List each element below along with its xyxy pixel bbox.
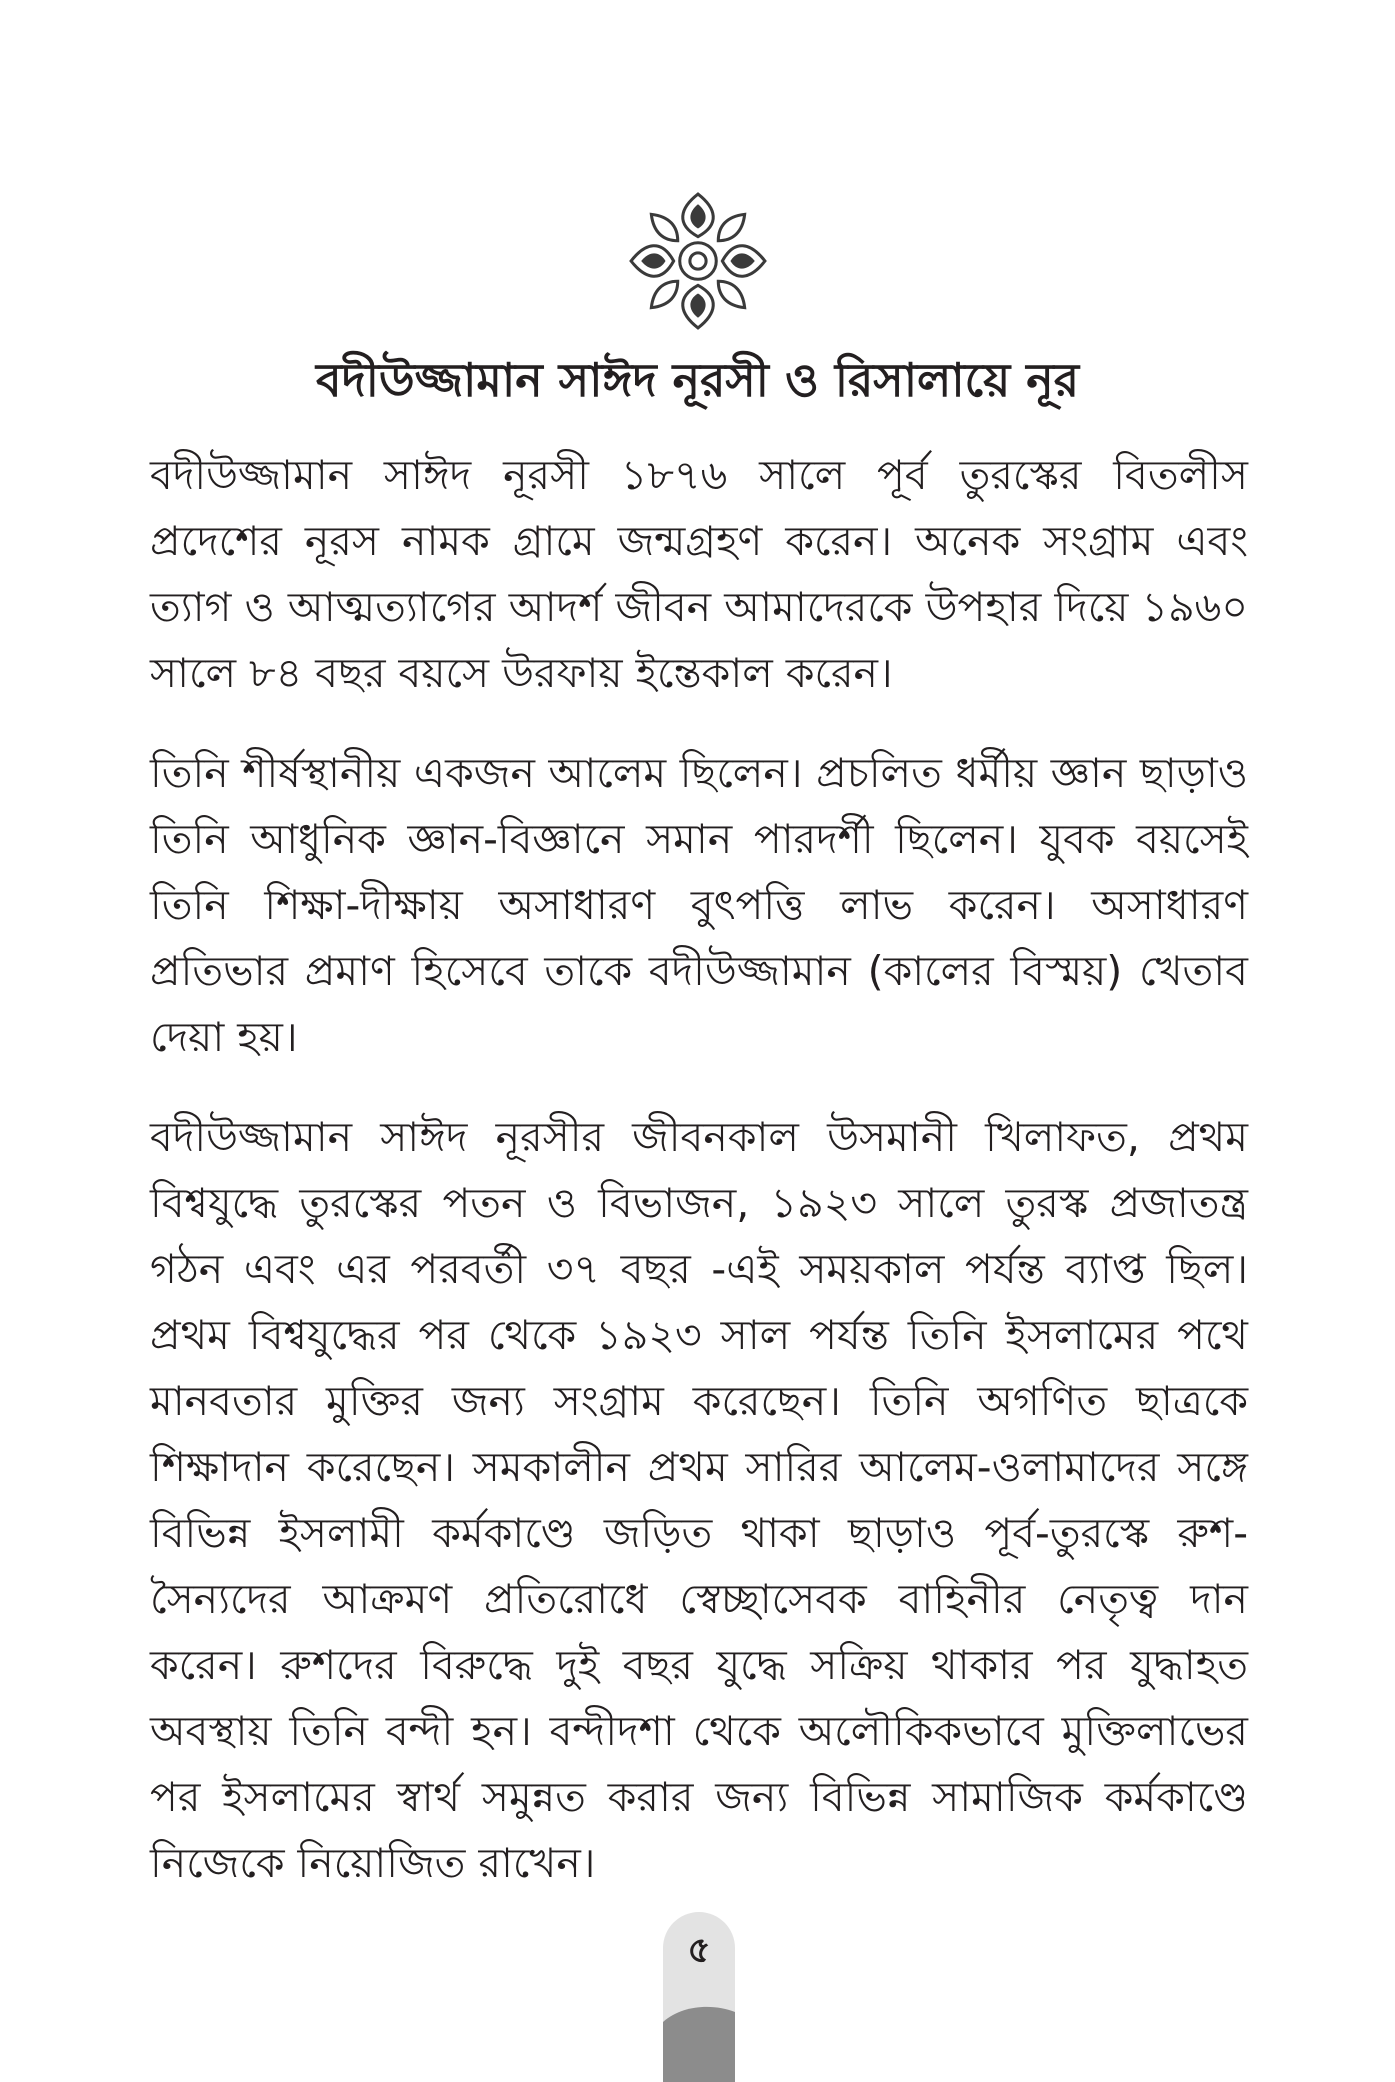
page-title: বদীউজ্জামান সাঈদ নূরসী ও রিসালায়ে নূর	[315, 353, 1080, 407]
main-content	[150, 442, 1248, 1930]
page-number: ৫	[687, 1930, 711, 1971]
paragraph-3: বদীউজ্জামান সাঈদ নূরসীর জীবনকাল উসমানী খিলাফত, প্রথম বিশ্বযুদ্ধে তুরস্কের পতন ও বিভাজন, ১৯২৩ সালে তুরস্ক প্রজাতন্ত্র গঠন এবং এর পরবর্তী ৩৭ বছর -এই সময়কাল পর্যন্ত ব্যাপ্ত ছিল। প্রথম বিশ্বযুদ্ধের পর থেকে ১৯২৩ সাল পর্যন্ত তিনি ইসলামের পথে মানবতার মুক্তির জন্য সংগ্রাম করেছেন। তিনি অগণিত ছাত্রকে শিক্ষাদান করেছেন। সমকালীন প্রথম সারির আলেম-ওলামাদের সঙ্গে বিভিন্ন ইসলামী কর্মকাণ্ডে জড়িত থাকা ছাড়াও পূর্ব-তুরস্কে রুশ-সৈন্যদের আক্রমণ প্রতিরোধে স্বেচ্ছাসেবক বাহিনীর নেতৃত্ব দান করেন। রুশদের বিরুদ্ধে দুই বছর যুদ্ধে সক্রিয় থাকার পর যুদ্ধাহত অবস্থায় তিনি বন্দী হন। বন্দীদশা থেকে অলৌকিকভাবে মুক্তিলাভের পর ইসলামের স্বার্থ সমুন্নত করার জন্য বিভিন্ন সামাজিক কর্মকাণ্ডে নিজেকে নিয়োজিত রাখেন।	[150, 1113, 1248, 1887]
paragraph-2: তিনি শীর্ষস্থানীয় একজন আলেম ছিলেন। প্রচলিত ধর্মীয় জ্ঞান ছাড়াও তিনি আধুনিক জ্ঞান-বিজ্ঞানে সমান পারদর্শী ছিলেন। যুবক বয়সেই তিনি শিক্ষা-দীক্ষায় অসাধারণ বুৎপত্তি লাভ করেন। অসাধারণ প্রতিভার প্রমাণ হিসেবে তাকে বদীউজ্জামান (কালের বিস্ময়) খেতাব দেয়া হয়।	[150, 749, 1248, 1061]
floral-ornament-icon	[627, 190, 769, 332]
paragraph-1: বদীউজ্জামান সাঈদ নূরসী ১৮৭৬ সালে পূর্ব তুরস্কের বিতলীস প্রদেশের নূরস নামক গ্রামে জন্মগ্রহণ করেন। অনেক সংগ্রাম এবং ত্যাগ ও আত্মত্যাগের আদর্শ জীবন আমাদেরকে উপহার দিয়ে ১৯৬০ সালে ৮৪ বছর বয়সে উরফায় ইন্তেকাল করেন।	[150, 451, 1248, 697]
